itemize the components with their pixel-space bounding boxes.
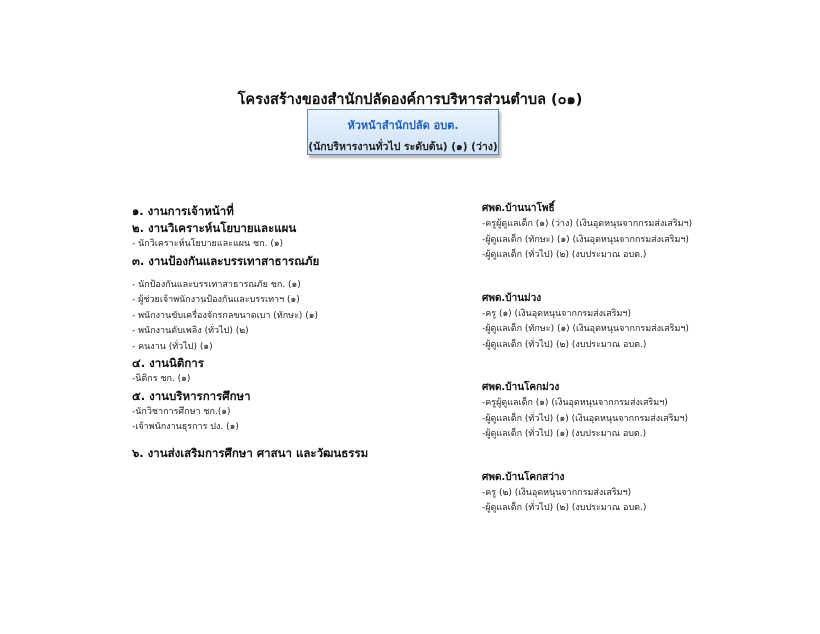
sections-column <box>132 203 452 462</box>
list-item: -ผู้ดูแลเด็ก (ทักษะ) (๑) (เงินอุดหนุนจากกรมส่งเสริมฯ) <box>482 234 689 245</box>
list-item: -ผู้ดูแลเด็ก (ทั่วไป) (๒) (งบประมาณ อบต.) <box>482 250 647 260</box>
list-item: -ผู้ดูแลเด็ก (ทั่วไป) (๑) (เงินอุดหนุนจากกรมส่งเสริมฯ) <box>482 413 689 424</box>
head-of-office-box <box>307 109 499 155</box>
section-heading-disaster: ๓. งานป้องกันและบรรเทาสาธารณภัย <box>132 253 320 268</box>
list-item: - พนักงานดับเพลิง (ทั่วไป) (๒) <box>132 326 249 336</box>
head-subtitle: (นักบริหารงานทั่วไป ระดับต้น) (๑) (ว่าง) <box>308 141 498 153</box>
section-heading-personnel: ๑. งานการเจ้าหน้าที่ <box>132 204 234 218</box>
center-name: ศพด.บ้านนาโพธิ์ <box>482 203 555 214</box>
center-muang <box>482 291 742 354</box>
list-item: - นักป้องกันและบรรเทาสาธารณภัย ชก. (๑) <box>132 279 301 290</box>
childcare-centers-column <box>482 201 742 544</box>
list-item: -ผู้ดูแลเด็ก (ทั่วไป) (๒) (งบประมาณ อบต.) <box>482 503 647 513</box>
list-item: -เจ้าพนักงานธุรการ ปง. (๑) <box>132 422 239 432</box>
list-item: - พนักงานขับเครื่องจักรกลขนาดเบา (ทักษะ) (๑) <box>132 310 319 321</box>
list-item: -ครู (๒) (เงินอุดหนุนจากกรมส่งเสริมฯ) <box>482 487 632 498</box>
section-heading-policy: ๒. งานวิเคราะห์นโยบายและแผน <box>132 221 297 235</box>
list-item: -นักวิชาการศึกษา ชก.(๑) <box>132 406 231 417</box>
list-item: -นิติกร ชก. (๑) <box>132 374 191 384</box>
center-name: ศพด.บ้านม่วง <box>482 292 542 304</box>
head-title: หัวหน้าสำนักปลัด อบต. <box>347 119 459 132</box>
list-item: - นักวิเคราะห์นโยบายและแผน ชก. (๑) <box>132 239 284 249</box>
list-item: -ผู้ดูแลเด็ก (ทั่วไป) (๑) (งบประมาณ อบต.) <box>482 429 647 439</box>
section-heading-legal: ๔. งานนิติการ <box>132 356 204 370</box>
center-khok-sawang <box>482 470 742 517</box>
center-name: ศพด.บ้านโคกม่วง <box>482 382 560 393</box>
section-heading-culture: ๖. งานส่งเสริมการศึกษา ศาสนา และวัฒนธรรม <box>132 445 369 460</box>
list-item: -ผู้ดูแลเด็ก (ทั่วไป) (๒) (งบประมาณ อบต.) <box>482 339 647 350</box>
list-item: -ครูผู้ดูแลเด็ก (๑) (ว่าง) (เงินอุดหนุนจากกรมส่งเสริมฯ) <box>482 219 693 229</box>
center-khok-muang <box>482 380 742 443</box>
page-title: โครงสร้างของสำนักปลัดองค์การบริหารส่วนตำบล (๐๑) <box>237 92 583 108</box>
list-item: - ผู้ช่วยเจ้าพนักงานป้องกันและบรรเทาฯ (๑) <box>132 295 300 305</box>
section-heading-education: ๕. งานบริหารการศึกษา <box>132 388 251 403</box>
center-name: ศพด.บ้านโคกสว่าง <box>482 471 565 483</box>
center-nampho <box>482 201 742 264</box>
list-item: -ครู (๑) (เงินอุดหนุนจากกรมส่งเสริมฯ) <box>482 308 631 319</box>
list-item: -ผู้ดูแลเด็ก (ทักษะ) (๑) (เงินอุดหนุนจากกรมส่งเสริมฯ) <box>482 324 689 334</box>
list-item: -ครูผู้ดูแลเด็ก (๑) (เงินอุดหนุนจากกรมส่งเสริมฯ) <box>482 398 668 408</box>
list-item: - คนงาน (ทั่วไป) (๑) <box>132 341 213 352</box>
